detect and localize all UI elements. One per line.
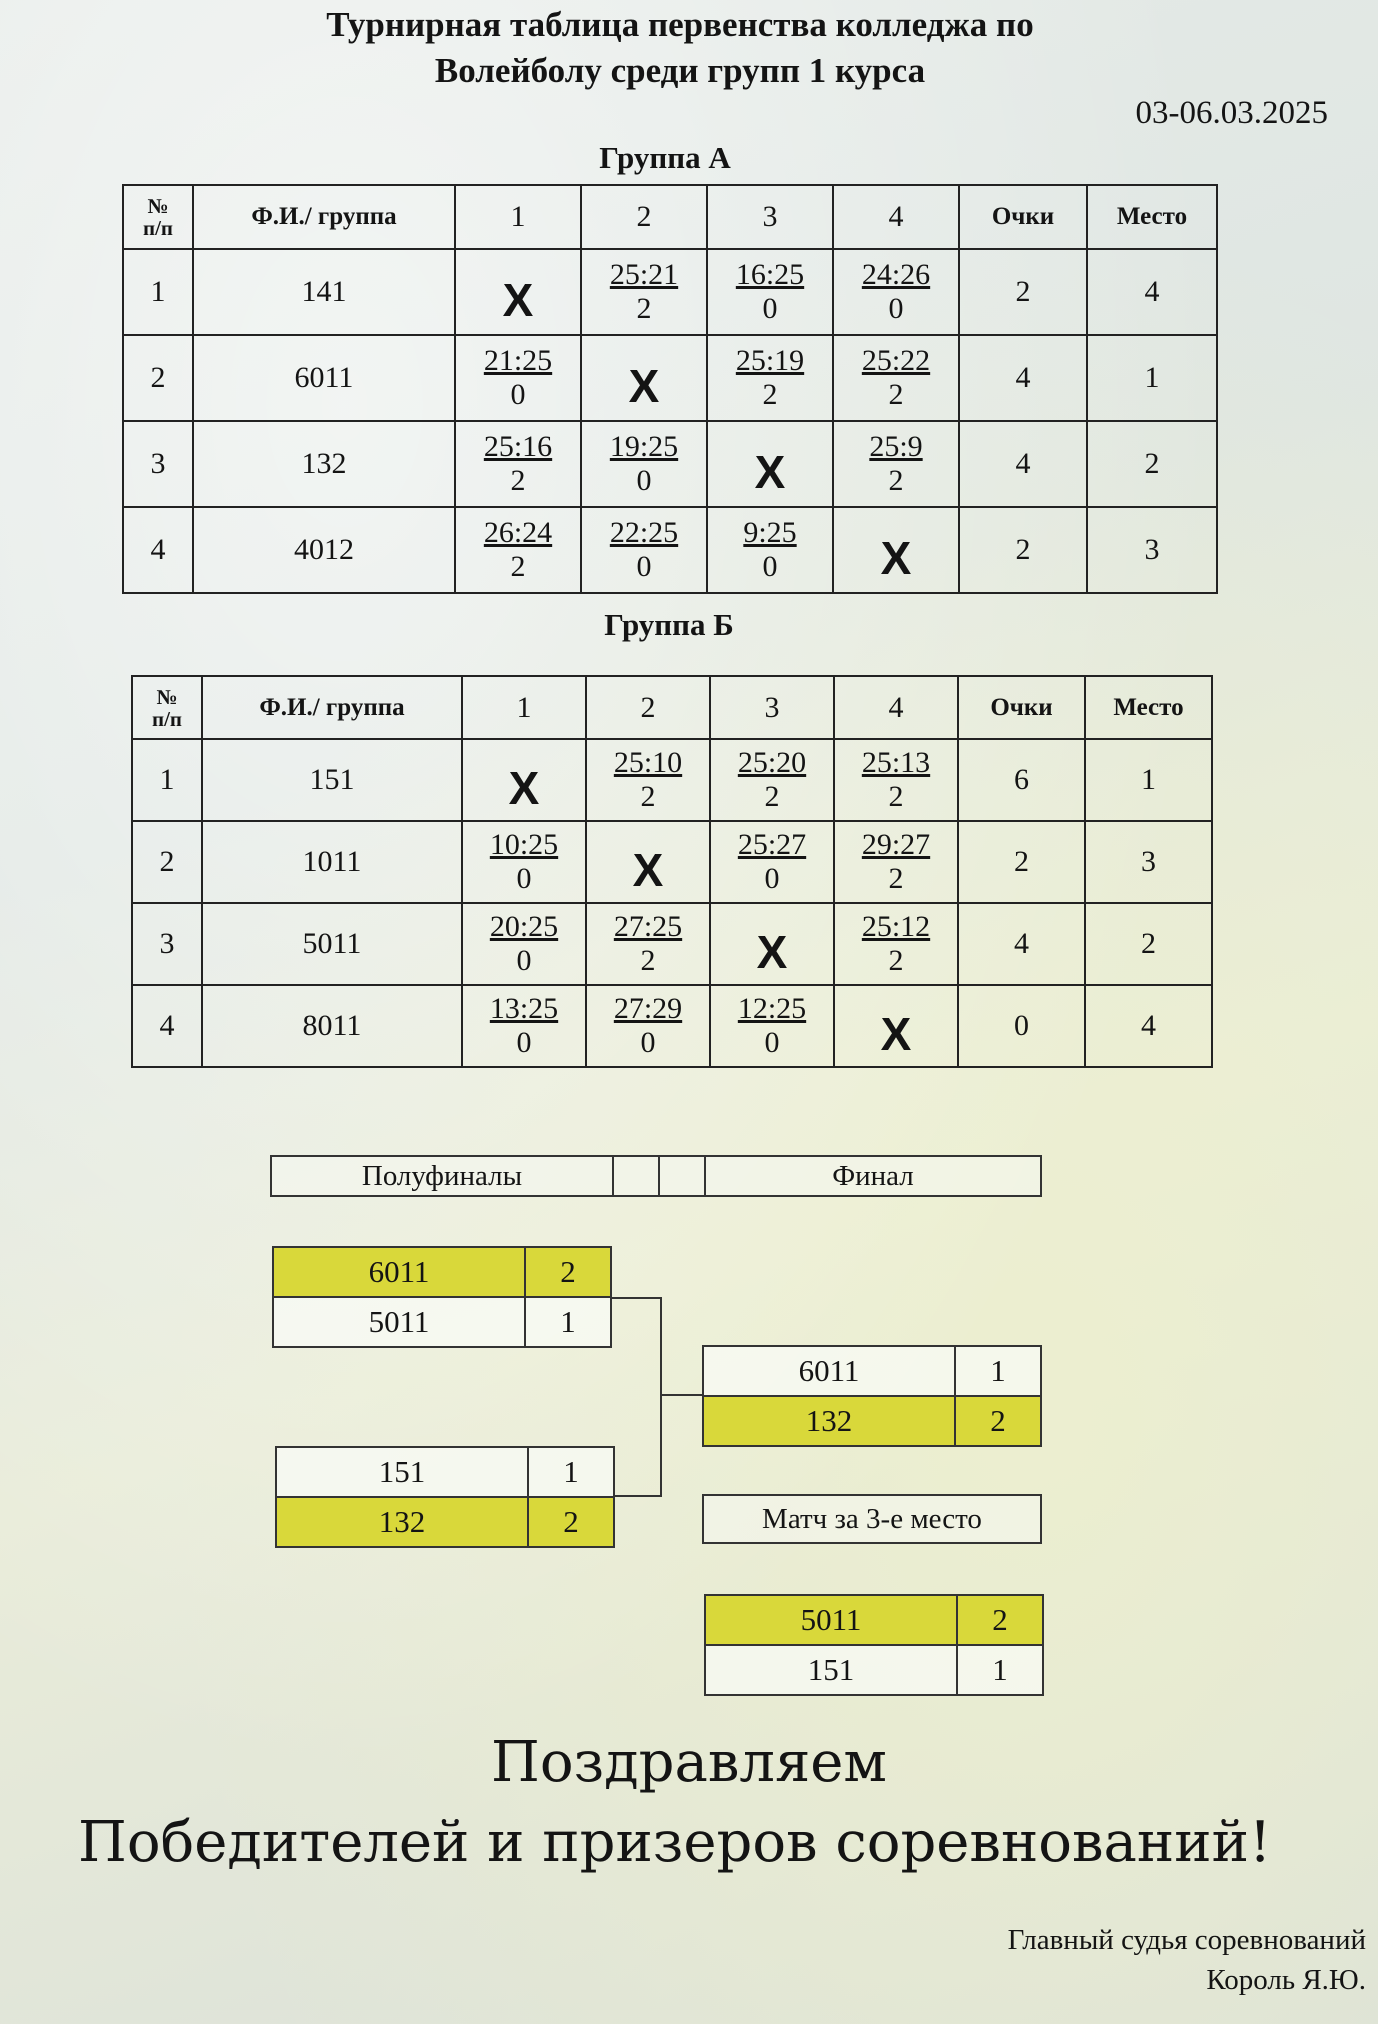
- result-cell: [581, 335, 707, 421]
- team-row: [123, 335, 1217, 421]
- match-score: 29:27: [861, 828, 931, 861]
- bracket-connector: [612, 1297, 662, 1299]
- match-points: 2: [510, 550, 526, 583]
- team-score: 1: [990, 1353, 1006, 1388]
- team-score: 2: [563, 1504, 579, 1539]
- bracket-connector: [660, 1394, 702, 1396]
- result-cell: [707, 335, 833, 421]
- result-cell: [710, 903, 834, 985]
- team-score: 2: [990, 1403, 1006, 1438]
- total-points: 6: [958, 739, 1085, 821]
- match-points: 2: [764, 780, 780, 813]
- self-match-x-mark: X: [880, 532, 912, 584]
- third-place-match: [704, 1594, 1044, 1696]
- team-name: 8011: [202, 985, 462, 1067]
- self-match-x-mark: X: [628, 360, 660, 412]
- team-row: [132, 739, 1212, 821]
- match-points: 0: [510, 378, 526, 411]
- result-cell: [455, 421, 581, 507]
- match-points: 2: [510, 464, 526, 497]
- result-cell: [586, 985, 710, 1067]
- match-points: 0: [762, 550, 778, 583]
- result-cell: [834, 821, 958, 903]
- total-points: 4: [959, 335, 1087, 421]
- result-cell: [833, 507, 959, 593]
- group-a-title: Группа А: [599, 140, 731, 175]
- result-cell: [710, 985, 834, 1067]
- match-score: 22:25: [609, 516, 679, 549]
- judge-signature: [1008, 1920, 1366, 2000]
- bracket-spacer-1: [614, 1157, 660, 1195]
- result-cell: [455, 507, 581, 593]
- team-name: 6011: [274, 1248, 526, 1296]
- match-score: 10:25: [489, 828, 559, 861]
- match-score: 27:25: [613, 910, 683, 943]
- match-score: 19:25: [609, 430, 679, 463]
- match-points: 0: [762, 292, 778, 325]
- match-points: 0: [640, 1026, 656, 1059]
- result-cell: [455, 249, 581, 335]
- team-row: [132, 821, 1212, 903]
- header-points: Очки: [958, 676, 1085, 739]
- final-match: [702, 1345, 1042, 1447]
- team-name: 132: [704, 1397, 956, 1445]
- team-name: 1011: [202, 821, 462, 903]
- result-cell: [710, 821, 834, 903]
- match-score: 24:26: [861, 258, 931, 291]
- match-score: 26:24: [483, 516, 553, 549]
- match-points: 2: [888, 862, 904, 895]
- result-cell: [581, 249, 707, 335]
- match-score: 25:9: [869, 430, 923, 463]
- row-number: 2: [123, 335, 193, 421]
- match-points: 2: [762, 378, 778, 411]
- group-b-header-row: [132, 676, 1212, 739]
- final-place: 3: [1087, 507, 1217, 593]
- third-place-label: Матч за 3-е место: [702, 1494, 1042, 1544]
- self-match-x-mark: X: [756, 926, 788, 978]
- bracket-connector: [614, 1495, 662, 1497]
- result-cell: [462, 821, 586, 903]
- header-c4: 4: [833, 185, 959, 249]
- result-cell: [707, 249, 833, 335]
- group-a-header-row: [123, 185, 1217, 249]
- team-score: 2: [560, 1254, 576, 1289]
- final-place: 4: [1087, 249, 1217, 335]
- team-score: 1: [560, 1304, 576, 1339]
- match-score: 27:29: [613, 992, 683, 1025]
- result-cell: [462, 739, 586, 821]
- final-team-2: [704, 1397, 1040, 1445]
- match-points: 0: [636, 464, 652, 497]
- match-score: 9:25: [743, 516, 797, 549]
- result-cell: [586, 903, 710, 985]
- match-score: 12:25: [737, 992, 807, 1025]
- final-place: 1: [1087, 335, 1217, 421]
- team-score: 1: [992, 1652, 1008, 1687]
- final-place: 4: [1085, 985, 1212, 1067]
- result-cell: [833, 249, 959, 335]
- bracket-connector: [660, 1297, 662, 1497]
- date-label: 03-06.03.2025: [1135, 95, 1328, 131]
- match-points: 0: [516, 1026, 532, 1059]
- row-number: 4: [132, 985, 202, 1067]
- match-points: 2: [888, 378, 904, 411]
- header-points: Очки: [959, 185, 1087, 249]
- title-line-1: Турнирная таблица первенства колледжа по: [326, 5, 1034, 44]
- result-cell: [581, 507, 707, 593]
- third-place-team-1: [706, 1596, 1042, 1646]
- judge-title: Главный судья соревнований: [1007, 1924, 1366, 1956]
- team-row: [123, 421, 1217, 507]
- header-c1: 1: [455, 185, 581, 249]
- match-points: 0: [888, 292, 904, 325]
- team-name: 5011: [202, 903, 462, 985]
- header-name: Ф.И./ группа: [202, 676, 462, 739]
- row-number: 3: [132, 903, 202, 985]
- total-points: 2: [959, 249, 1087, 335]
- result-cell: [586, 739, 710, 821]
- match-points: 0: [516, 944, 532, 977]
- self-match-x-mark: X: [632, 844, 664, 896]
- match-score: 16:25: [735, 258, 805, 291]
- total-points: 4: [958, 903, 1085, 985]
- team-name: 132: [277, 1498, 529, 1546]
- result-cell: [707, 507, 833, 593]
- match-score: 21:25: [483, 344, 553, 377]
- bracket-spacer-2: [660, 1157, 706, 1195]
- semifinal-1: [272, 1246, 612, 1348]
- result-cell: [462, 903, 586, 985]
- row-number: 3: [123, 421, 193, 507]
- bracket-header: [270, 1155, 1042, 1197]
- header-num: № п/п: [132, 676, 202, 739]
- self-match-x-mark: X: [880, 1008, 912, 1060]
- semifinal-2-team-1: [277, 1448, 613, 1498]
- final-place: 2: [1087, 421, 1217, 507]
- team-row: [132, 903, 1212, 985]
- final-place: 3: [1085, 821, 1212, 903]
- match-points: 0: [636, 550, 652, 583]
- team-name: 6011: [704, 1347, 956, 1395]
- match-points: 2: [640, 944, 656, 977]
- header-num: № п/п: [123, 185, 193, 249]
- result-cell: [586, 821, 710, 903]
- match-score: 25:27: [737, 828, 807, 861]
- match-score: 25:12: [861, 910, 931, 943]
- row-number: 1: [123, 249, 193, 335]
- match-score: 25:19: [735, 344, 805, 377]
- match-score: 25:13: [861, 746, 931, 779]
- result-cell: [833, 335, 959, 421]
- team-row: [123, 249, 1217, 335]
- semis-label: Полуфиналы: [272, 1157, 614, 1195]
- team-name: 5011: [274, 1298, 526, 1346]
- result-cell: [710, 739, 834, 821]
- semifinal-2-team-2: [277, 1498, 613, 1546]
- title-line-2: Волейболу среди групп 1 курса: [434, 51, 926, 90]
- result-cell: [581, 421, 707, 507]
- semifinal-1-team-2: [274, 1298, 610, 1346]
- match-score: 13:25: [489, 992, 559, 1025]
- total-points: 2: [958, 821, 1085, 903]
- header-c1: 1: [462, 676, 586, 739]
- team-name: 141: [193, 249, 455, 335]
- judge-name: Король Я.Ю.: [1206, 1964, 1366, 1996]
- header-place: Место: [1087, 185, 1217, 249]
- team-row: [132, 985, 1212, 1067]
- result-cell: [707, 421, 833, 507]
- third-place-team-2: [706, 1646, 1042, 1694]
- result-cell: [462, 985, 586, 1067]
- header-c3: 3: [707, 185, 833, 249]
- match-points: 0: [764, 862, 780, 895]
- header-c3: 3: [710, 676, 834, 739]
- document-title: [180, 2, 1180, 94]
- result-cell: [834, 985, 958, 1067]
- result-cell: [455, 335, 581, 421]
- header-name: Ф.И./ группа: [193, 185, 455, 249]
- congrats-line-1: Поздравляем: [491, 1730, 887, 1795]
- match-points: 2: [888, 780, 904, 813]
- match-score: 25:10: [613, 746, 683, 779]
- final-place: 2: [1085, 903, 1212, 985]
- header-c2: 2: [581, 185, 707, 249]
- match-score: 25:22: [861, 344, 931, 377]
- match-points: 2: [640, 780, 656, 813]
- total-points: 0: [958, 985, 1085, 1067]
- result-cell: [834, 739, 958, 821]
- team-name: 151: [202, 739, 462, 821]
- result-cell: [834, 903, 958, 985]
- congrats-line-2: Победителей и призеров соревнований!: [78, 1810, 1272, 1875]
- match-score: 20:25: [489, 910, 559, 943]
- final-place: 1: [1085, 739, 1212, 821]
- match-score: 25:20: [737, 746, 807, 779]
- row-number: 1: [132, 739, 202, 821]
- self-match-x-mark: X: [754, 446, 786, 498]
- header-c4: 4: [834, 676, 958, 739]
- header-place: Место: [1085, 676, 1212, 739]
- total-points: 2: [959, 507, 1087, 593]
- team-row: [123, 507, 1217, 593]
- team-score: 2: [992, 1602, 1008, 1637]
- semifinal-2: [275, 1446, 615, 1548]
- team-name: 5011: [706, 1596, 958, 1644]
- team-name: 132: [193, 421, 455, 507]
- group-b-table: [131, 675, 1213, 1068]
- match-points: 2: [636, 292, 652, 325]
- group-a-table: [122, 184, 1218, 594]
- final-label: Финал: [832, 1159, 914, 1192]
- match-points: 0: [764, 1026, 780, 1059]
- team-score: 1: [563, 1454, 579, 1489]
- team-name: 151: [277, 1448, 529, 1496]
- row-number: 2: [132, 821, 202, 903]
- final-team-1: [704, 1347, 1040, 1397]
- self-match-x-mark: X: [502, 274, 534, 326]
- result-cell: [833, 421, 959, 507]
- team-name: 6011: [193, 335, 455, 421]
- semifinal-1-team-1: [274, 1248, 610, 1298]
- row-number: 4: [123, 507, 193, 593]
- match-score: 25:21: [609, 258, 679, 291]
- match-score: 25:16: [483, 430, 553, 463]
- match-points: 2: [888, 944, 904, 977]
- self-match-x-mark: X: [508, 762, 540, 814]
- match-points: 2: [888, 464, 904, 497]
- header-c2: 2: [586, 676, 710, 739]
- group-b-title: Группа Б: [604, 607, 734, 642]
- team-name: 4012: [193, 507, 455, 593]
- total-points: 4: [959, 421, 1087, 507]
- team-name: 151: [706, 1646, 958, 1694]
- match-points: 0: [516, 862, 532, 895]
